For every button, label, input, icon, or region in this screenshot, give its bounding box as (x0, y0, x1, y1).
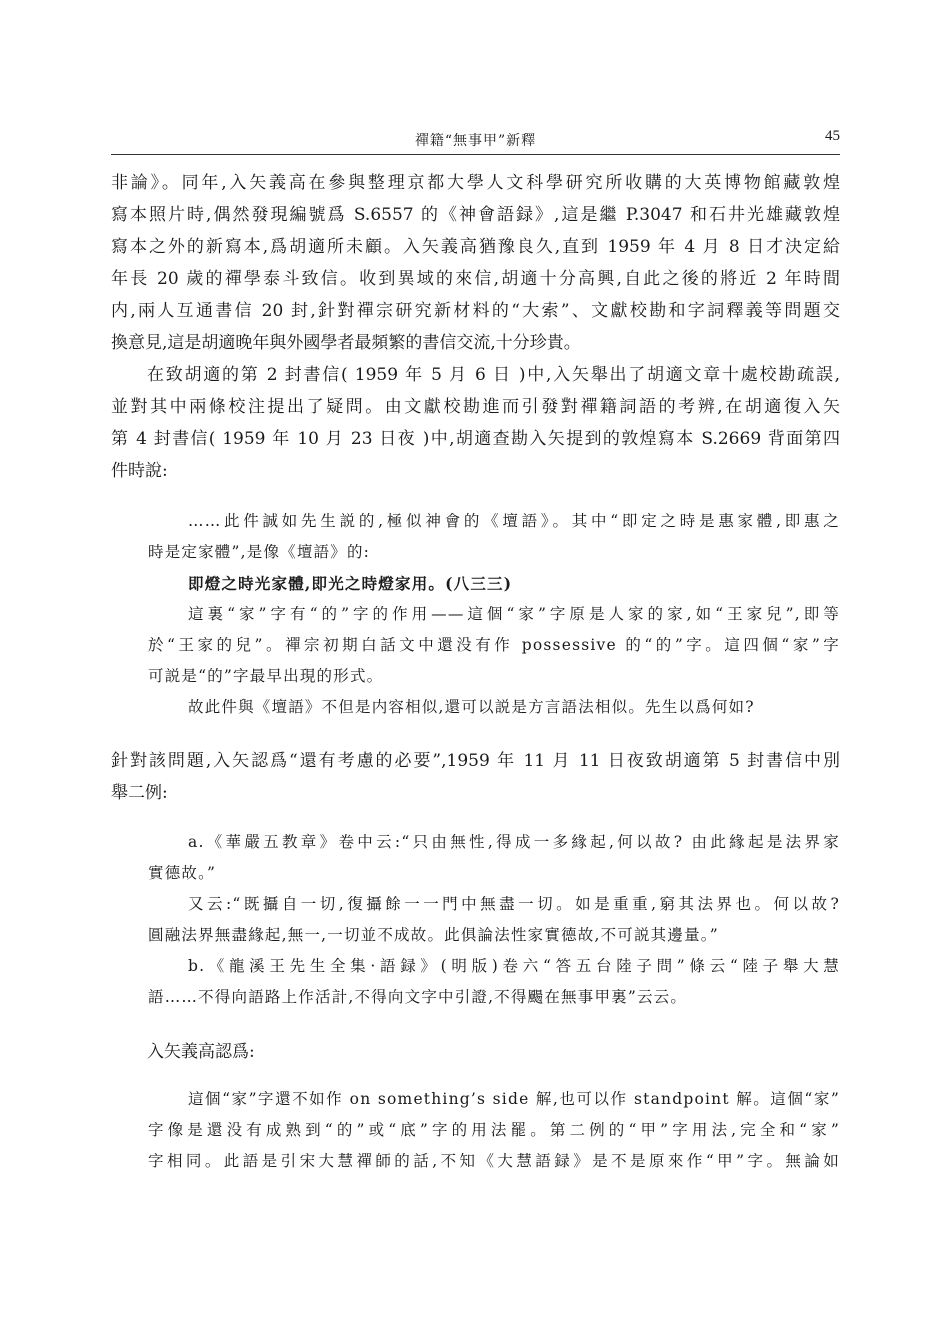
text-line: 寫本照片時,偶然發現編號爲 S.6557 的《神會語録》,這是繼 P.3047 和石井光雄藏敦煌 (111, 205, 840, 225)
text-line: 件時說: (111, 461, 168, 481)
text-line: 換意見,這是胡適晚年與外國學者最頻繁的書信交流,十分珍貴。 (111, 333, 581, 353)
text-line: 可説是“的”字最早出現的形式。 (148, 667, 384, 685)
text-line: b.《龍溪王先生全集·語録》(明版)卷六“答五台陸子問”條云“陸子舉大慧 (188, 957, 840, 975)
text-line: 這個“家”字還不如作 on something’s side 解,也可以作 standpoint 解。這個“家” (188, 1090, 840, 1108)
text-line: ……此件誠如先生説的,極似神會的《壇語》。其中“即定之時是惠家體,即惠之 (188, 512, 840, 530)
text-line: 實德故。” (148, 864, 217, 882)
text-line: 又云:“既攝自一切,復攝餘一一門中無盡一切。如是重重,窮其法界也。何以故? (188, 895, 840, 913)
block-quote-1 (148, 506, 840, 723)
text-line: a.《華嚴五教章》卷中云:“只由無性,得成一多緣起,何以故? 由此緣起是法界家 (188, 833, 840, 851)
page-number: 45 (825, 128, 840, 144)
text-line: 字相同。此語是引宋大慧禪師的話,不知《大慧語録》是不是原來作“甲”字。無論如 (148, 1152, 840, 1170)
text-line: 圓融法界無盡緣起,無一,一切並不成故。此俱論法性家實德故,不可説其邊量。” (148, 926, 719, 944)
text-line: 寫本之外的新寫本,爲胡適所未顧。入矢義高猶豫良久,直到 1959 年 4 月 8 日才決定給 (111, 237, 840, 257)
text-line: 第 4 封書信( 1959 年 10 月 23 日夜 )中,胡適查勘入矢提到的敦煌寫本 S.2669 背面第四 (111, 429, 840, 449)
text-line: 時是定家體”,是像《壇語》的: (148, 543, 371, 561)
text-line: 這裏“家”字有“的”字的作用——這個“家”字原是人家的家,如“王家兒”,即等 (188, 605, 840, 623)
text-line: 針對該問題,入矢認爲“還有考慮的必要”,1959 年 11 月 11 日夜致胡適第 5 封書信中別 (111, 751, 840, 771)
text-line: 故此件與《壇語》不但是内容相似,還可以説是方言語法相似。先生以爲何如? (188, 698, 755, 716)
text-line: 入矢義高認爲: (147, 1042, 255, 1062)
paragraph-1 (111, 167, 840, 359)
block-quote-3 (148, 1084, 840, 1177)
text-line: 並對其中兩條校注提出了疑問。由文獻校勘進而引發對禪籍詞語的考辨,在胡適復入矢 (111, 397, 840, 417)
text-line: 語……不得向語路上作活計,不得向文字中引證,不得颺在無事甲裏”云云。 (148, 988, 688, 1006)
paragraph-2 (111, 359, 840, 487)
running-header (111, 128, 840, 155)
paragraph-4 (111, 1036, 840, 1068)
text-line: 年長 20 歲的禪學泰斗致信。收到異域的來信,胡適十分高興,自此之後的將近 2 年時間 (111, 269, 840, 289)
text-line: 在致胡適的第 2 封書信( 1959 年 5 月 6 日 )中,入矢舉出了胡適文章十處校勘疏誤, (147, 365, 840, 385)
block-quote-2 (148, 827, 840, 1013)
running-title: 禪籍“無事甲”新釋 (414, 133, 537, 149)
quoted-verse: 即燈之時光家體,即光之時燈家用。(八三三) (188, 574, 513, 593)
text-line: 字像是還没有成熟到“的”或“底”字的用法罷。第二例的“甲”字用法,完全和“家” (148, 1121, 840, 1139)
text-line: 内,兩人互通書信 20 封,針對禪宗研究新材料的“大索”、文獻校勘和字詞釋義等問題交 (111, 301, 840, 321)
paragraph-3 (111, 745, 840, 809)
text-line: 非論》。同年,入矢義高在參與整理京都大學人文科學研究所收購的大英博物館藏敦煌 (111, 173, 840, 193)
text-line: 於“王家的兒”。禪宗初期白話文中還没有作 possessive 的“的”字。這四個“家”字 (148, 636, 840, 654)
text-line: 舉二例: (111, 783, 168, 803)
